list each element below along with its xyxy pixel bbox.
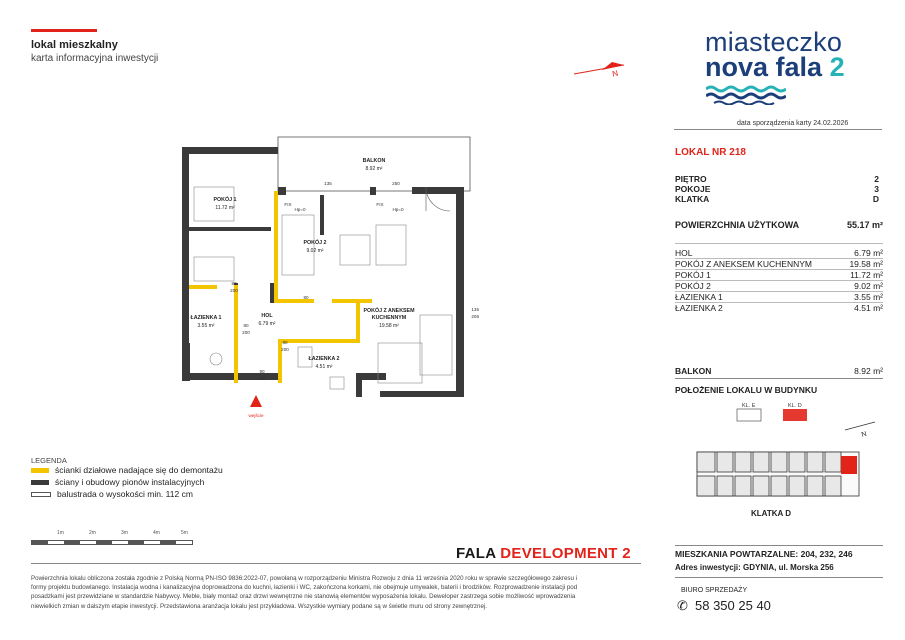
plan-laz1-area: 3.55 m² [197,323,215,329]
plan-pokoj2-label: POKÓJ 2 [303,240,327,246]
plan-dim-200: 200 [258,376,266,381]
plan-dim-80: 80 [243,323,249,328]
footer-divider [31,563,641,564]
svg-text:N: N [860,430,868,439]
svg-text:N: N [611,68,619,79]
developer-name: FALA DEVELOPMENT 2 [456,545,631,562]
logo-word: nova fala [705,52,823,82]
sales-office-label: BIURO SPRZEDAŻY [681,587,748,594]
building-location-map [675,400,883,520]
plan-aneks-area: 19.58 m² [379,323,399,329]
detail-row-floor: PIĘTRO 2 [675,174,879,184]
plan-hp-label: Hp=0 [392,207,404,212]
plan-pokoj1-label: POKÓJ 1 [213,197,237,203]
plan-aneks-label-2: KUCHENNYM [371,315,407,321]
plan-dim-200: 200 [281,347,289,352]
room-row: ŁAZIENKA 1 3.55 m² [675,292,883,302]
plan-dim-80: 80 [282,340,288,345]
header-title: lokal mieszkalny [31,39,118,51]
sales-phone[interactable]: 58 350 25 40 [695,598,771,613]
plan-dim-135: 135 [324,181,332,186]
plan-hp-label: Hp=0 [294,207,306,212]
entrance-arrow-icon [250,395,262,407]
unit-title: LOKAL NR 218 [675,147,746,158]
plan-fix-label: FIX [376,202,384,207]
plan-dim-200: 200 [230,288,238,293]
plan-laz2-area: 4.51 m² [315,364,333,370]
legend-item-demountable: ścianki działowe nadające się do demontażu [31,465,223,475]
plan-balkon-label: BALKON [362,158,386,164]
room-row: POKÓJ Z ANEKSEM KUCHENNYM 19.58 m² [675,259,883,269]
plan-dim-135: 135 [471,307,479,312]
room-row: ŁAZIENKA 2 4.51 m² [675,303,883,313]
plan-hol-label: HOL [261,313,273,319]
plan-pokoj1-area: 11.72 m² [215,205,235,211]
date-label: data sporządzenia karty 24.02.2026 [737,120,849,127]
plan-balkon-area: 8.92 m² [365,166,383,172]
plan-aneks-label-1: POKÓJ Z ANEKSEM [363,308,415,314]
header-subtitle: karta informacyjna inwestycji [31,53,159,64]
plan-dim-80: 80 [303,295,309,300]
scale-bar: 1m 2m 3m 4m 5m [31,530,191,544]
investment-address: Adres inwestycji: GDYNIA, ul. Morska 256 [675,563,834,572]
header-accent-bar [31,29,97,32]
legend-swatch [31,480,49,485]
room-row: HOL 6.79 m² [675,248,883,258]
repeat-units: MIESZKANIA POWTARZALNE: 204, 232, 246 [675,549,853,559]
phone-icon: ✆ [677,598,688,613]
plan-dim-90: 90 [259,369,265,374]
logo-number: 2 [829,52,845,82]
room-row: POKÓJ 2 9.02 m² [675,281,883,291]
usable-area-row: POWIERZCHNIA UŻYTKOWA 55.17 m² [675,220,883,230]
klatka-map-label: KLATKA D [751,509,791,518]
logo-line1: miasteczko [705,27,843,57]
legend-item-walls: ściany i obudowy pionów instalacyjnych [31,477,204,487]
plan-laz2-label: ŁAZIENKA 2 [308,356,340,362]
entrance-label: wejście [248,413,264,418]
legend-swatch [31,468,49,473]
unit-info-panel [675,0,883,640]
detail-row-staircase: KLATKA D [675,194,879,204]
north-arrow-icon [572,60,632,80]
balcony-row: BALKON 8.92 m² [675,366,883,376]
plan-hol-area: 6.79 m² [258,321,276,327]
detail-row-rooms: POKOJE 3 [675,184,879,194]
plan-pokoj2-area: 9.02 m² [306,248,324,254]
legend-title: LEGENDA [31,456,67,465]
floor-plan [170,115,480,425]
plan-dim-200: 200 [242,330,250,335]
plan-laz1-label: ŁAZIENKA 1 [190,315,222,321]
footnote: Powierzchnia lokalu obliczona została zgodnie z Polską Normą PN-ISO 9836:2022-07, powołaną w rozporządzeniu Ministra Rozwoju z dnia 11 września 2020 roku w sprawie szczegółowego zakresu i formy projektu budowlanego. Instalacja wodna i kanalizacyjna doprowadzona do kuchni, łazienki i WC, zakończona korkami, nie obejmuje umywalek, baterii i brodzików. Rozprowadzenie instalacji pod posadzkami jest przewidziane w standardzie Nabywcy. Meble, biały montaż oraz drzwi wewnętrzne nie stanowią elementów wyposażenia lokalu. Deweloper zastrzega sobie możliwość wprowadzenia niewielkich zmian w dalszym etapie inwestycji. Przedstawiona aranżacja lokalu jest przykładowa. Wszystkie wymiary podane są w świetle muru od strony zewnętrznej. [31,575,578,610]
legend-swatch [31,492,51,497]
plan-dim-250: 250 [392,181,400,186]
kl-d-label: KL. D [788,403,802,409]
plan-dim-80: 80 [231,281,237,286]
kl-e-label: KL. E [742,403,756,409]
room-row: POKÓJ 1 11.72 m² [675,270,883,280]
legend-item-railing: balustrada o wysokości min. 112 cm [31,489,193,499]
plan-fix-label: FIX [284,202,292,207]
location-label: POŁOŻENIE LOKALU W BUDYNKU [675,385,818,395]
plan-dim-206: 206 [471,314,479,319]
